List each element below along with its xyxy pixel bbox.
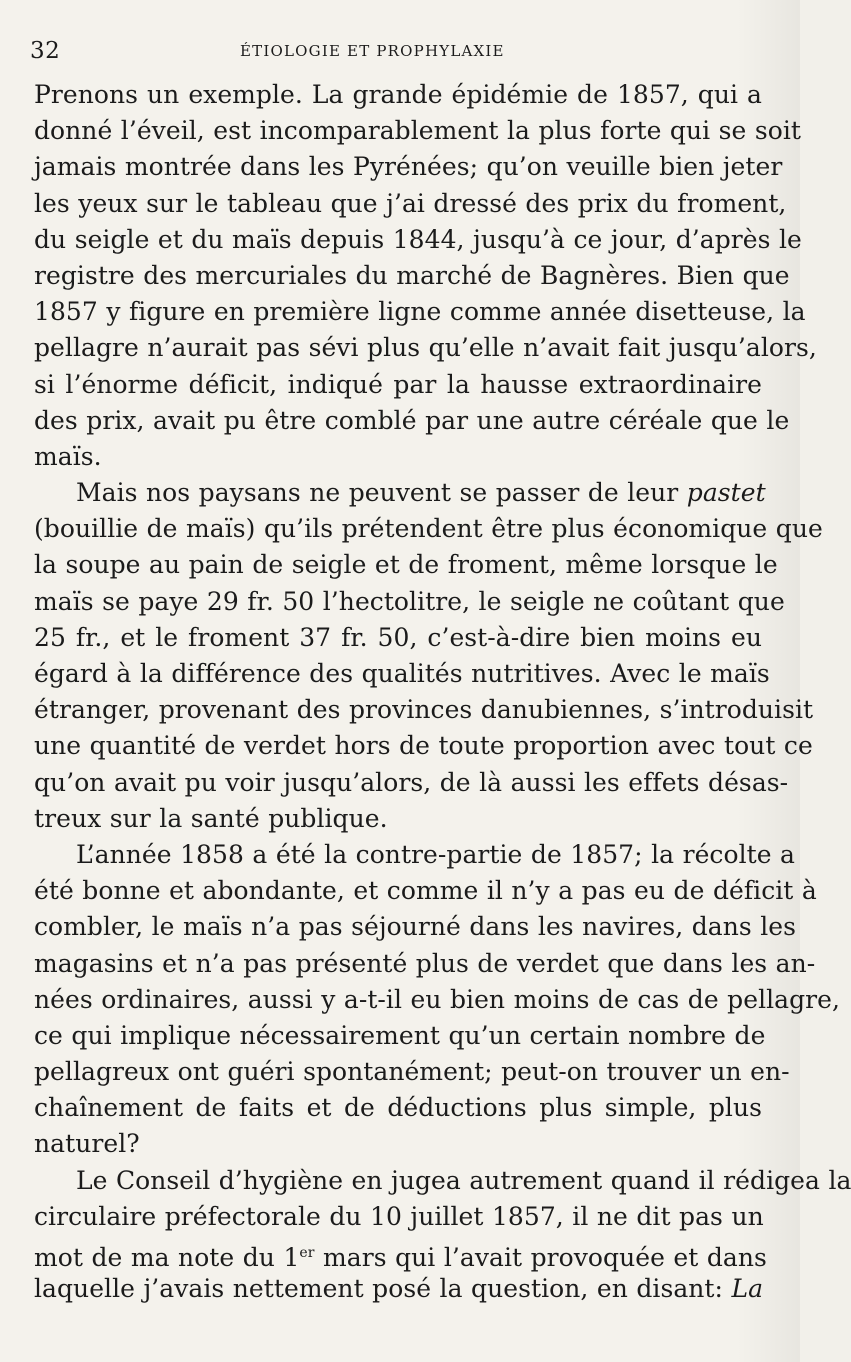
text-line: registre des mercuriales du marché de Bagnères. Bien que (34, 260, 790, 290)
text-line: magasins et n’a pas présenté plus de verdet que dans les an- (34, 948, 816, 978)
text-line-with-italic (34, 1271, 762, 1307)
text-line-with-superscript (34, 1235, 767, 1272)
text-line: 25 fr., et le froment 37 fr. 50, c’est-à-dire bien moins eu (34, 622, 762, 652)
text-line: chaînement de faits et de déductions plus simple, plus (34, 1093, 762, 1123)
text-line: jamais montrée dans les Pyrénées; qu’on veuille bien jeter (34, 152, 783, 182)
text-segment: mars qui l’avait provoquée et dans (322, 1243, 767, 1272)
text-line: une quantité de verdet hors de toute proportion avec tout ce (34, 731, 813, 761)
text-line: treux sur la santé publique. (34, 803, 388, 833)
superscript: er (299, 1245, 315, 1261)
text-line: (bouillie de maïs) qu’ils prétendent être plus économique que (34, 514, 823, 544)
text-line: pellagre n’aurait pas sévi plus qu’elle n’avait fait jusqu’alors, (34, 333, 817, 363)
text-line: si l’énorme déficit, indiqué par la hausse extraordinaire (34, 369, 762, 399)
italic-word: La (731, 1274, 764, 1304)
text-line: ce qui implique nécessairement qu’un certain nombre de (34, 1020, 766, 1050)
text-line: Le Conseil d’hygiène en jugea autrement quand il rédigea la (76, 1165, 851, 1195)
text-line: les yeux sur le tableau que j’ai dressé des prix du froment, (34, 188, 787, 218)
text-line: nées ordinaires, aussi y a-t-il eu bien moins de cas de pellagre, (34, 984, 841, 1014)
text-line: circulaire préfectorale du 10 juillet 1857, il ne dit pas un (34, 1201, 764, 1231)
text-line: été bonne et abondante, et comme il n’y a pas eu de déficit à (34, 876, 817, 906)
text-line: pellagreux ont guéri spontanément; peut-on trouver un en- (34, 1057, 790, 1087)
italic-word: pastet (686, 478, 766, 508)
text-line: naturel? (34, 1129, 140, 1159)
header-title: ÉTIOLOGIE ET PROPHYLAXIE (240, 42, 505, 60)
text-line: maïs. (34, 441, 102, 471)
page-number: 32 (30, 38, 61, 64)
text-line: étranger, provenant des provinces danubiennes, s’introduisit (34, 695, 814, 725)
text-line: la soupe au pain de seigle et de froment, même lorsque le (34, 550, 778, 580)
running-head (30, 38, 760, 66)
text-line: maïs se paye 29 fr. 50 l’hectolitre, le seigle ne coûtant que (34, 586, 785, 616)
text-segment: mot de ma note du 1 (34, 1243, 300, 1272)
text-line: combler, le maïs n’a pas séjourné dans les navires, dans les (34, 912, 797, 942)
text-line: du seigle et du maïs depuis 1844, jusqu’à ce jour, d’après le (34, 224, 802, 254)
text-line-with-italic (76, 475, 766, 511)
body-text (34, 77, 851, 1307)
text-segment: Mais nos paysans ne peuvent se passer de leur (76, 478, 679, 508)
text-line: qu’on avait pu voir jusqu’alors, de là aussi les effets désas- (34, 767, 789, 797)
text-line: L’année 1858 a été la contre-partie de 1857; la récolte a (76, 839, 796, 869)
text-line: Prenons un exemple. La grande épidémie de 1857, qui a (34, 80, 762, 109)
text-line: donné l’éveil, est incomparablement la plus forte qui se soit (34, 116, 802, 146)
text-line: des prix, avait pu être comblé par une autre céréale que le (34, 405, 790, 435)
text-segment: laquelle j’avais nettement posé la question, en disant: (34, 1274, 724, 1304)
text-line: 1857 y figure en première ligne comme année disetteuse, la (34, 297, 806, 327)
text-line: égard à la différence des qualités nutritives. Avec le maïs (34, 659, 770, 688)
